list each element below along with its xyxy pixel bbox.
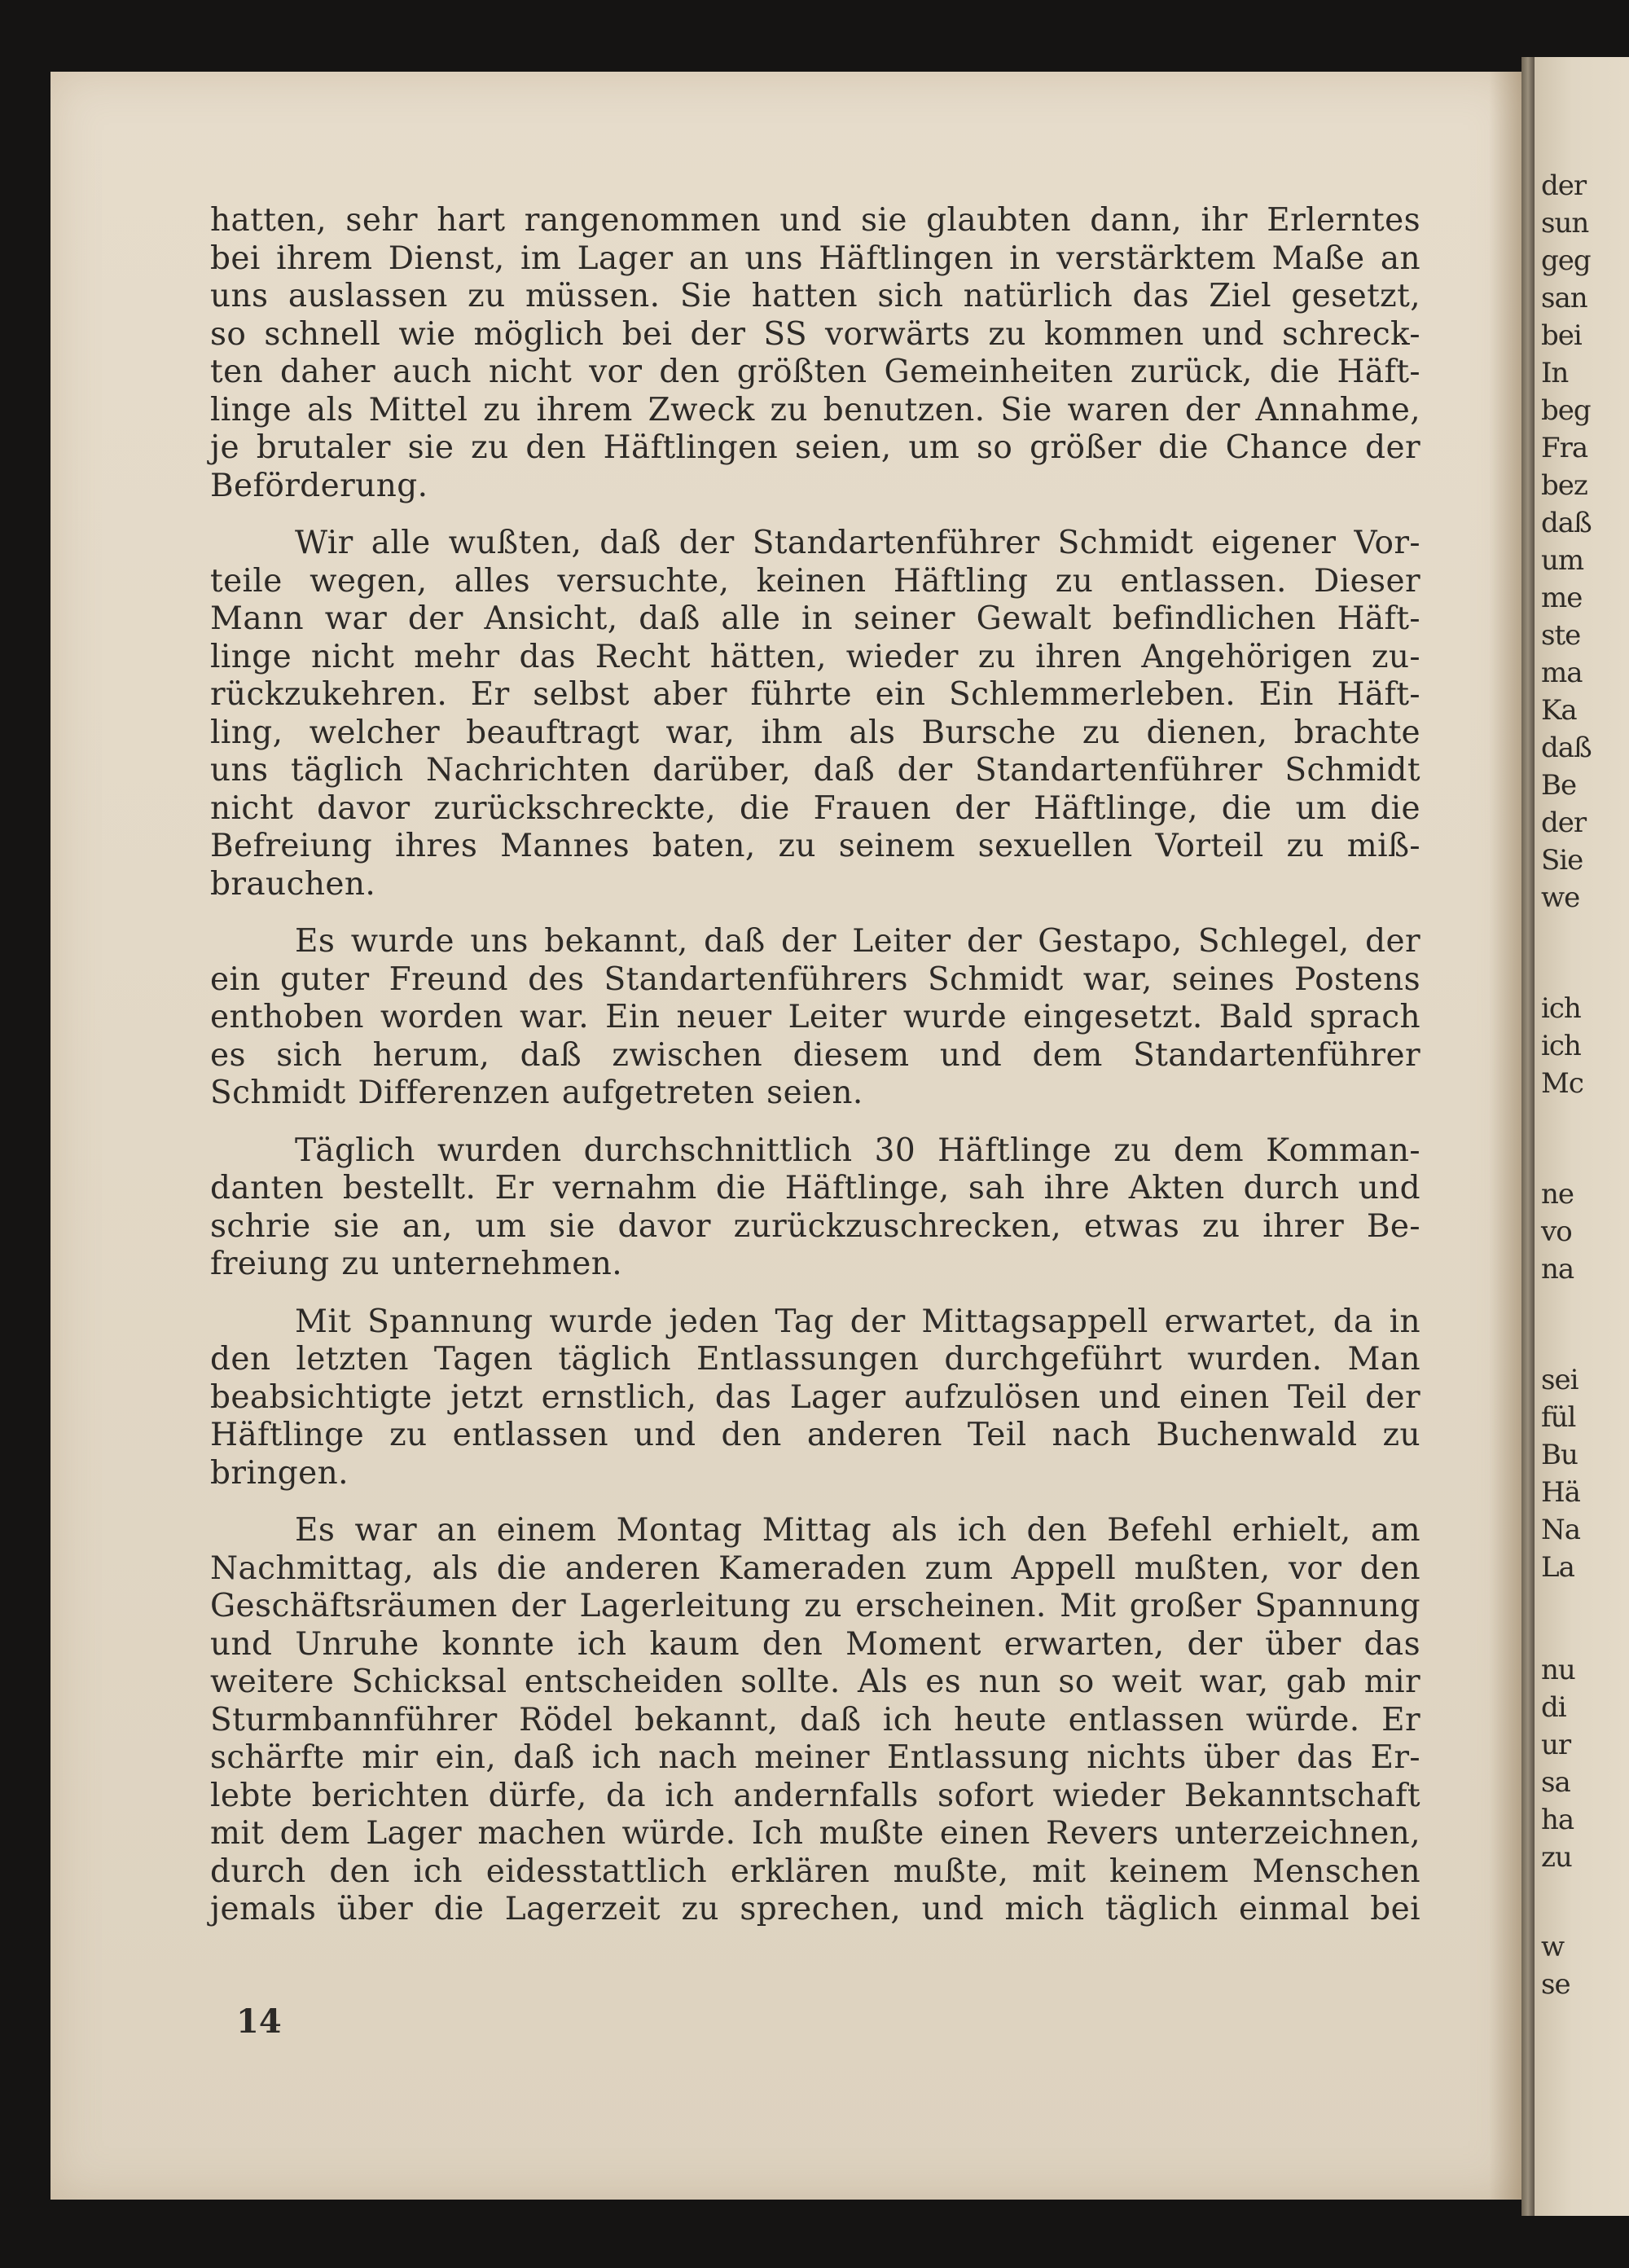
text-line: teile wegen, alles versuchte, keinen Häftling zu entlassen. Dieser xyxy=(210,562,1420,600)
text-line: Schmidt Differenzen aufgetreten seien. xyxy=(210,1075,863,1111)
next-page-fragment: Fra xyxy=(1541,432,1588,464)
next-page-fragment: sa xyxy=(1541,1766,1570,1799)
next-page-fragment: sei xyxy=(1541,1364,1579,1396)
text-line: ling, welcher beauftragt war, ihm als Bursche zu dienen, brachte xyxy=(210,714,1420,751)
next-page-fragment: beg xyxy=(1541,394,1591,427)
text-line: Geschäftsräumen der Lagerleitung zu erscheinen. Mit großer Spannung xyxy=(210,1588,1420,1624)
next-page-fragment: Bu xyxy=(1541,1439,1578,1471)
text-line: Es war an einem Montag Mittag als ich den Befehl erhielt, am xyxy=(295,1512,1420,1549)
next-page-fragment: se xyxy=(1541,1968,1570,2001)
text-line: schrie sie an, um sie davor zurückzuschrecken, etwas zu ihrer Be- xyxy=(210,1207,1420,1245)
text-line: Mann war der Ansicht, daß alle in seiner Gewalt befindlichen Häft- xyxy=(210,600,1420,637)
page-body-text xyxy=(210,202,1420,1949)
next-page-fragment: na xyxy=(1541,1253,1574,1286)
text-line: brauchen. xyxy=(210,865,376,903)
text-line: weitere Schicksal entscheiden sollte. Als es nun so weit war, gab mir xyxy=(210,1664,1420,1700)
text-line: uns täglich Nachrichten darüber, daß der Standartenführer Schmidt xyxy=(210,752,1420,789)
next-page-fragment: ich xyxy=(1541,992,1581,1025)
text-line: danten bestellt. Er vernahm die Häftlinge, sah ihre Akten durch und xyxy=(210,1170,1420,1207)
text-line: freiung zu unternehmen. xyxy=(210,1246,623,1282)
next-page-fragment: der xyxy=(1541,807,1587,839)
next-page-fragment: san xyxy=(1541,282,1587,314)
next-page-fragment: bei xyxy=(1541,319,1582,352)
next-page-fragment: ha xyxy=(1541,1804,1574,1836)
next-page-fragment: di xyxy=(1541,1691,1566,1724)
text-line: Beförderung. xyxy=(210,467,428,504)
next-page-fragment: ich xyxy=(1541,1030,1581,1062)
next-page-fragment: Hä xyxy=(1541,1476,1580,1509)
next-page-edge xyxy=(1535,57,1629,2216)
text-line: Wir alle wußten, daß der Standartenführer Schmidt eigener Vor- xyxy=(295,525,1420,561)
text-line: bringen. xyxy=(210,1454,349,1492)
text-line: jemals über die Lagerzeit zu sprechen, und mich täglich einmal bei xyxy=(210,1891,1420,1927)
next-page-fragment: In xyxy=(1541,357,1569,389)
text-line: enthoben worden war. Ein neuer Leiter wurde eingesetzt. Bald sprach xyxy=(210,999,1420,1035)
text-line: Mit Spannung wurde jeden Tag der Mittagsappell erwartet, da in xyxy=(295,1303,1420,1340)
text-line: beabsichtigte jetzt ernstlich, das Lager aufzulösen und einen Teil der xyxy=(210,1378,1420,1416)
next-page-fragment: we xyxy=(1541,881,1580,914)
paragraph-3 xyxy=(210,923,1420,1113)
next-page-fragment: fül xyxy=(1541,1401,1576,1434)
next-page-fragment: ma xyxy=(1541,657,1583,689)
text-line: nicht davor zurückschreckte, die Frauen der Häftlinge, die um die xyxy=(210,789,1420,827)
next-page-fragment: Be xyxy=(1541,769,1577,802)
text-line: Nachmittag, als die anderen Kameraden zum Appell mußten, vor den xyxy=(210,1549,1420,1587)
next-page-fragment: La xyxy=(1541,1551,1574,1584)
text-line: je brutaler sie zu den Häftlingen seien, um so größer die Chance der xyxy=(210,429,1420,466)
next-page-fragment: daß xyxy=(1541,507,1592,539)
text-line: uns auslassen zu müssen. Sie hatten sich natürlich das Ziel gesetzt, xyxy=(210,278,1420,314)
next-page-fragment: daß xyxy=(1541,732,1592,764)
paragraph-1 xyxy=(210,202,1420,505)
text-line: durch den ich eidesstattlich erklären mußte, mit keinem Menschen xyxy=(210,1853,1420,1890)
text-line: Täglich wurden durchschnittlich 30 Häftlinge zu dem Komman- xyxy=(295,1132,1420,1169)
next-page-fragment: Na xyxy=(1541,1514,1581,1546)
text-line: so schnell wie möglich bei der SS vorwärts zu kommen und schreck- xyxy=(210,315,1420,353)
next-page-fragment: zu xyxy=(1541,1841,1572,1874)
next-page-fragment: Mc xyxy=(1541,1067,1583,1100)
next-page-fragment: ur xyxy=(1541,1729,1571,1761)
text-line: Befreiung ihres Mannes baten, zu seinem sexuellen Vorteil zu miß- xyxy=(210,828,1420,864)
text-line: mit dem Lager machen würde. Ich mußte einen Revers unterzeichnen, xyxy=(210,1815,1420,1852)
text-line: linge nicht mehr das Recht hätten, wieder zu ihren Angehörigen zu- xyxy=(210,638,1420,675)
text-line: ten daher auch nicht vor den größten Gemeinheiten zurück, die Häft- xyxy=(210,354,1420,390)
paragraph-2 xyxy=(210,525,1420,903)
text-line: und Unruhe konnte ich kaum den Moment erwarten, der über das xyxy=(210,1625,1420,1663)
text-line: bei ihrem Dienst, im Lager an uns Häftlingen in verstärktem Maße an xyxy=(210,240,1420,277)
paragraph-4 xyxy=(210,1132,1420,1284)
text-line: Sturmbannführer Rödel bekannt, daß ich heute entlassen würde. Er xyxy=(210,1701,1420,1738)
page-number: 14 xyxy=(236,2002,282,2041)
next-page-fragment: me xyxy=(1541,582,1583,614)
next-page-fragment: vo xyxy=(1541,1215,1572,1248)
text-line: lebte berichten dürfe, da ich andernfalls sofort wieder Bekanntschaft xyxy=(210,1777,1420,1814)
text-line: ein guter Freund des Standartenführers Schmidt war, seines Postens xyxy=(210,960,1420,998)
text-line: schärfte mir ein, daß ich nach meiner Entlassung nichts über das Er- xyxy=(210,1739,1420,1776)
next-page-fragment: nu xyxy=(1541,1654,1575,1686)
next-page-fragment: um xyxy=(1541,544,1584,577)
next-page-fragment: ne xyxy=(1541,1178,1574,1211)
next-page-fragment: ste xyxy=(1541,619,1581,652)
next-page-fragment: sun xyxy=(1541,207,1589,240)
text-line: rückzukehren. Er selbst aber führte ein Schlemmerleben. Ein Häft- xyxy=(210,676,1420,713)
paragraph-5 xyxy=(210,1303,1420,1493)
next-page-fragment: der xyxy=(1541,169,1587,202)
next-page-fragment: w xyxy=(1541,1931,1565,1963)
text-line: den letzten Tagen täglich Entlassungen durchgeführt wurden. Man xyxy=(210,1341,1420,1378)
text-line: Häftlinge zu entlassen und den anderen Teil nach Buchenwald zu xyxy=(210,1417,1420,1453)
paragraph-6 xyxy=(210,1512,1420,1929)
next-page-fragment: bez xyxy=(1541,469,1587,502)
text-line: linge als Mittel zu ihrem Zweck zu benutzen. Sie waren der Annahme, xyxy=(210,391,1420,429)
book-spine xyxy=(1521,57,1535,2216)
text-line: Es wurde uns bekannt, daß der Leiter der Gestapo, Schlegel, der xyxy=(295,923,1420,960)
next-page-fragment: Sie xyxy=(1541,844,1583,877)
text-line: es sich herum, daß zwischen diesem und dem Standartenführer xyxy=(210,1036,1420,1074)
next-page-fragment: Ka xyxy=(1541,694,1577,727)
text-line: hatten, sehr hart rangenommen und sie glaubten dann, ihr Erlerntes xyxy=(210,202,1420,239)
next-page-fragment: geg xyxy=(1541,244,1591,277)
